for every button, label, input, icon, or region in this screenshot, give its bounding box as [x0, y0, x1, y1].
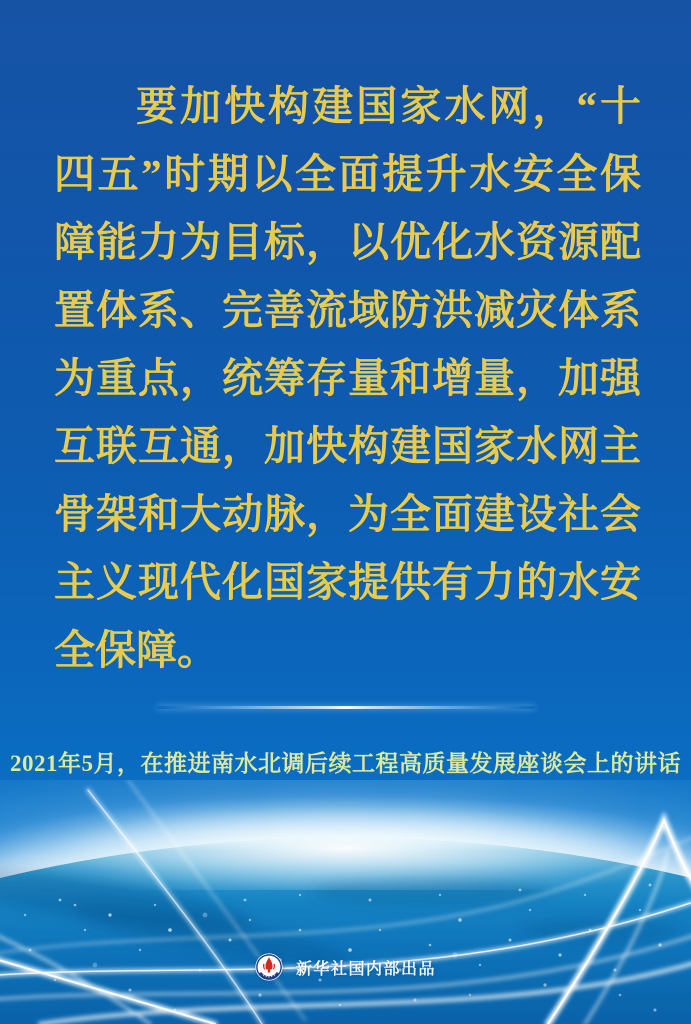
quote-line: 要加快构建国家水网，“十 — [136, 83, 641, 129]
attribution-text: 2021年5月，在推进南水北调后续工程高质量发展座谈会上的讲话 — [10, 751, 681, 776]
quote-line: 为重点，统筹存量和增量，加强 — [54, 355, 641, 401]
earth-scene — [0, 780, 691, 1024]
divider-line — [157, 706, 535, 709]
quote-line: 互联互通，加快构建国家水网主 — [54, 423, 641, 469]
xinhua-logo-icon — [255, 953, 283, 981]
quote-line: 障能力为目标，以优化水资源配 — [54, 219, 641, 265]
quote-line: 主义现代化国家提供有力的水安 — [54, 559, 641, 605]
publisher-credit — [0, 947, 691, 987]
quote-line: 全保障。 — [54, 627, 218, 673]
quote-text — [54, 72, 641, 684]
light-streaks-layer — [0, 780, 691, 1024]
quote-line: 四五”时期以全面提升水安全保 — [54, 151, 641, 197]
quote-line: 置体系、完善流域防洪减灾体系 — [54, 287, 641, 333]
quote-line: 骨架和大动脉，为全面建设社会 — [54, 491, 641, 537]
credit-text: 新华社国内部出品 — [295, 960, 436, 978]
